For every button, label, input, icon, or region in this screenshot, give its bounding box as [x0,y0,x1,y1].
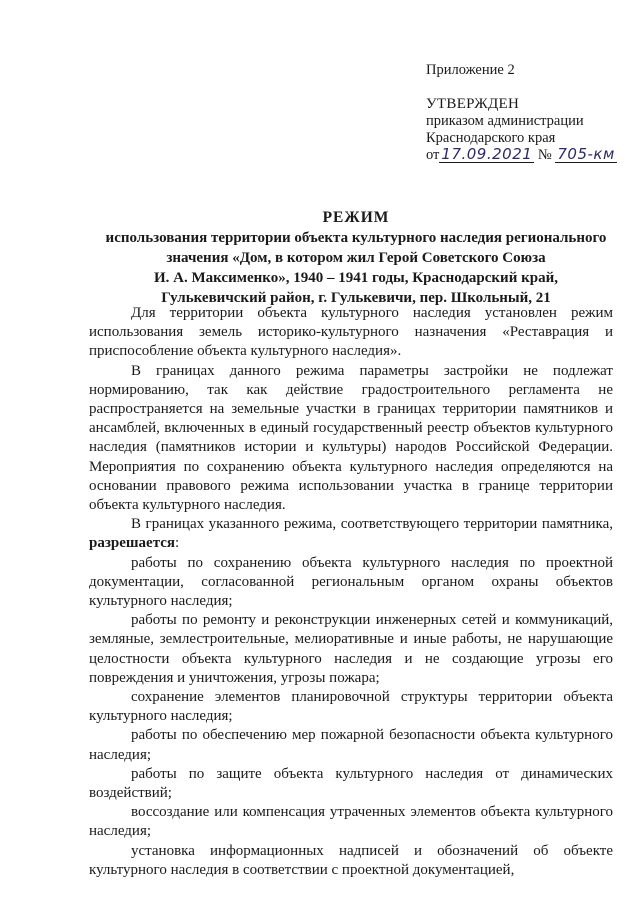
document-body [89,304,613,880]
date-prefix: от [426,147,440,163]
title-line-2: значения «Дом, в котором жил Герой Советского Союза [166,250,546,266]
list-item-1: работы по сохранению объекта культурного наследия по проектной документации, согласованной региональным органом охраны объектов культурного наследия; [89,554,613,610]
document-title [96,208,616,308]
order-line: приказом администрации [426,113,584,129]
title-line-1: использования территории объекта культурного наследия регионального [105,230,607,246]
approved-heading: УТВЕРЖДЕН [426,96,520,112]
paragraph-3-text: В границах указанного режима, соответствующего территории памятника, [131,516,613,533]
handwritten-date: 17.09.2021 [441,145,533,163]
paragraph-2: В границах данного режима параметры застройки не подлежат нормированию, так как действие градостроительного регламента не распространяется на земельные участки в границах территории памятников и ансамблей, включенных в единый государственный реестр объектов культурного наследия (памятников истории и культуры) народов Российской Федерации. Мероприятия по сохранению объекта культурного наследия определяются на основании правового режима использовании участка в границе территории объекта культурного наследия. [89,362,613,514]
approval-block [426,62,626,164]
list-item-5: работы по защите объекта культурного наследия от динамических воздействий; [89,765,613,802]
date-number-line [426,147,626,164]
paragraph-1: Для территории объекта культурного наследия установлен режим использования земель историко-культурного назначения «Реставрация и приспособление объекта культурного наследия». [89,305,613,360]
region-line: Краснодарского края [426,130,556,146]
title-main: РЕЖИМ [322,209,390,226]
list-item-7: установка информационных надписей и обозначений об объекте культурного наследия в соответствии с проектной документацией, [89,842,613,878]
title-line-4: Гулькевичский район, г. Гулькевичи, пер. Школьный, 21 [161,290,551,306]
handwritten-number: 705-км [557,145,615,163]
list-item-3: сохранение элементов планировочной структуры территории объекта культурного наследия; [89,689,613,725]
list-item-6: воссоздание или компенсация утраченных элементов объекта культурного наследия; [89,804,613,840]
paragraph-3-colon: : [175,535,180,552]
permitted-keyword: разрешается [89,535,176,552]
number-sign: № [537,147,552,163]
annex-label: Приложение 2 [426,62,515,78]
list-item-4: работы по обеспечению мер пожарной безопасности объекта культурного наследия; [89,727,613,763]
title-line-3: И. А. Максименко», 1940 – 1941 годы, Краснодарский край, [154,270,558,286]
list-item-2: работы по ремонту и реконструкции инженерных сетей и коммуникаций, земляные, землестроительные, мелиоративные и иные работы, не нарушающие целостности объекта культурного наследия и не создающие угрозы его повреждения и уничтожения, угрозы пожара; [89,612,613,686]
paragraph-3 [89,515,613,553]
